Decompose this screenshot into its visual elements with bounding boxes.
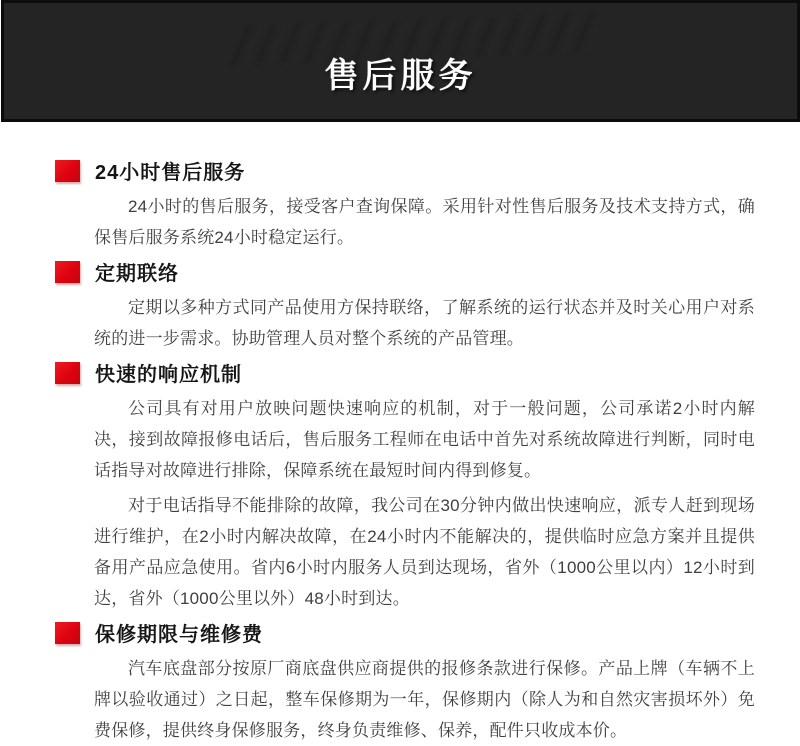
- after-sales-content: [0, 122, 800, 746]
- section-header-row: [55, 358, 755, 387]
- section-header-row: [55, 156, 755, 185]
- section-paragraph: 汽车底盘部分按原厂商底盘供应商提供的报修条款进行保修。产品上牌（车辆不上牌以验收通过）之日起，整车保修期为一年，保修期内（除人为和自然灾害损坏外）免费保修，提供终身保修服务，终身负责维修、保养，配件只收成本价。: [94, 659, 755, 740]
- section-header-row: [55, 618, 755, 647]
- service-section: [55, 618, 755, 746]
- red-square-bullet-icon: [55, 261, 80, 283]
- section-header-row: [55, 257, 755, 286]
- section-paragraph: 24小时的售后服务，接受客户查询保障。采用针对性售后服务及技术支持方式，确保售后服务系统24小时稳定运行。: [94, 197, 755, 247]
- section-heading: 24小时售后服务: [95, 162, 246, 184]
- page-title: 售后服务: [324, 57, 477, 95]
- section-heading: 保修期限与维修费: [95, 624, 263, 646]
- section-paragraph: 定期以多种方式同产品使用方保持联络，了解系统的运行状态并及时关心用户对系统的进一步需求。协助管理人员对整个系统的产品管理。: [94, 298, 755, 348]
- service-section: [55, 257, 755, 354]
- section-paragraph: 对于电话指导不能排除的故障，我公司在30分钟内做出快速响应，派专人赶到现场进行维护，在2小时内解决故障，在24小时内不能解决的，提供临时应急方案并且提供备用产品应急使用。省内6小时内服务人员到达现场，省外（1000公里以内）12小时到达，省外（1000公里以外）48小时到达。: [94, 496, 755, 608]
- red-square-bullet-icon: [55, 362, 80, 384]
- page-banner: [1, 0, 800, 122]
- red-square-bullet-icon: [55, 622, 80, 644]
- service-section: [55, 156, 755, 253]
- section-heading: 定期联络: [95, 263, 179, 285]
- section-paragraph: 公司具有对用户放映问题快速响应的机制，对于一般问题，公司承诺2小时内解决，接到故障报修电话后，售后服务工程师在电话中首先对系统故障进行判断，同时电话指导对故障进行排除，保障系统在最短时间内得到修复。: [94, 399, 755, 480]
- service-section: [55, 358, 755, 614]
- red-square-bullet-icon: [55, 160, 80, 182]
- section-heading: 快速的响应机制: [95, 364, 242, 386]
